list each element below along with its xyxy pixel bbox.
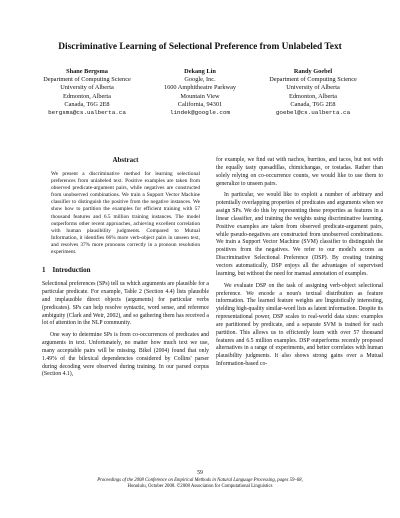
paragraph: Selectional preferences (SPs) tell us which arguments are plausible for a particular predicate. For example, Table 2 (Section 4.4) lists plausible and implausible direct objects (arguments) for particular verbs (predicates). SPs can help resolve syntactic, word sense, and reference ambiguity (Clark and Weir, 2002), and so gathering them has received a lot of attention in the NLP community. — [42, 281, 209, 327]
paragraph: One way to determine SPs is from co-occurrences of predicates and arguments in text. Unfortunately, no matter how much text we use, many acceptable pairs will be missing. Bikel (2004) found that only 1.49% of the bilexical dependencies considered by Collins' parser during decoding were observed during training. In our parsed corpus (Section 4.1), — [42, 332, 209, 378]
paragraph: We evaluate DSP on the task of assigning verb-object selectional preference. We encode a noun's textual distribution as feature information. The learned feature weights are linguistically interesting, yielding high-quality similar-word lists as latent information. Despite its representational power, DSP scales to real-world data sizes: examples are partitioned by predicate, and a separate SVM is trained for each partition. This allows us to efficiently learn with over 57 thousand features and 6.5 million examples. DSP outperforms recently proposed alternatives in a range of experiments, and better correlates with human plausibility judgments. It also shows strong gains over a Mutual Information-based co- — [216, 282, 383, 368]
section-heading — [42, 266, 209, 275]
author-affiliation: Department of Computing Science — [269, 76, 357, 84]
author-affiliation: Department of Computing Science — [43, 76, 131, 84]
author-name: Shane Bergsma — [66, 68, 108, 75]
author-email: goebel@cs.ualberta.ca — [275, 109, 351, 117]
right-column — [216, 157, 383, 373]
author-email: lindek@google.com — [169, 109, 231, 117]
author-email: bergsma@cs.ualberta.ca — [48, 109, 126, 117]
author-city: Edmonton, Alberta — [63, 92, 111, 100]
left-column — [42, 156, 209, 383]
author-name: Randy Goebel — [293, 68, 333, 75]
footer-proceedings: Proceedings of the 2008 Conference on Empirical Methods in Natural Language Processing, pages 59–68, — [97, 478, 303, 483]
footer-copyright: Honolulu, October 2008. ©2008 Association for Computational Linguistics — [127, 484, 273, 490]
author-1 — [22, 68, 152, 117]
author-affiliation: Google, Inc. — [184, 76, 216, 84]
abstract-text: We present a discriminative method for learning selectional preferences from unlabeled text. Positive examples are taken from observed predicate-argument pairs, while negatives are constructed from unobserved combinations. We train a Support Vector Machine classifier to distinguish the positive from the negative instances. We show how to partition the examples for efficient training with 57 thousand features and 6.5 million training instances. The model outperforms other recent approaches, achieving excellent correlation with human plausibility judgments. Compared to Mutual Information, it identifies 66% more verb-object pairs in unseen text, and resolves 37% more pronouns correctly in a pronoun resolution experiment. — [51, 171, 200, 256]
author-affiliation: University of Alberta — [286, 84, 340, 92]
author-name: Dekang Lin — [184, 68, 216, 75]
paper-title: Discriminative Learning of Selectional Preference from Unlabeled Text — [58, 42, 342, 52]
paragraph: In particular, we would like to exploit a number of arbitrary and potentially overlapping properties of predicates and arguments when we assign SPs. We do this by representing these properties as features in a linear classifier, and training the weights using discriminative learning. Positive examples are taken from observed predicate-argument pairs, while pseudo-negatives are constructed from unobserved combinations. We train a Support Vector Machine (SVM) classifier to distinguish the positives from the negatives. We refer to our model's scores as Discriminative Selectional Preference (DSP). By creating training vectors automatically, DSP enjoys all the advantages of supervised learning, but without the need for manual annotation of examples. — [216, 192, 383, 277]
author-affiliation: 1600 Amphitheatre Parkway — [163, 84, 237, 92]
section-title: Introduction — [52, 266, 91, 275]
author-affiliation: University of Alberta — [60, 84, 114, 92]
abstract-heading: Abstract — [112, 156, 139, 164]
author-city: Edmonton, Alberta — [289, 92, 337, 100]
author-country: California, 94301 — [177, 100, 223, 108]
author-city: Mountain View — [180, 92, 220, 100]
author-country: Canada, T6G 2E8 — [290, 100, 336, 108]
footer — [40, 478, 360, 490]
paragraph: for example, we find eat with nachos, burritos, and tacos, but not with the equally tasty quesadillas, chimichangas, or tostadas. Rather than solely relying on co-occurrence counts, we would like to use them to generalize to unseen pairs. — [216, 157, 383, 187]
author-3 — [248, 68, 378, 117]
author-country: Canada, T6G 2E8 — [64, 100, 110, 108]
author-2 — [135, 68, 265, 117]
section-number: 1 — [42, 266, 46, 275]
page-number: 59 — [197, 470, 203, 476]
